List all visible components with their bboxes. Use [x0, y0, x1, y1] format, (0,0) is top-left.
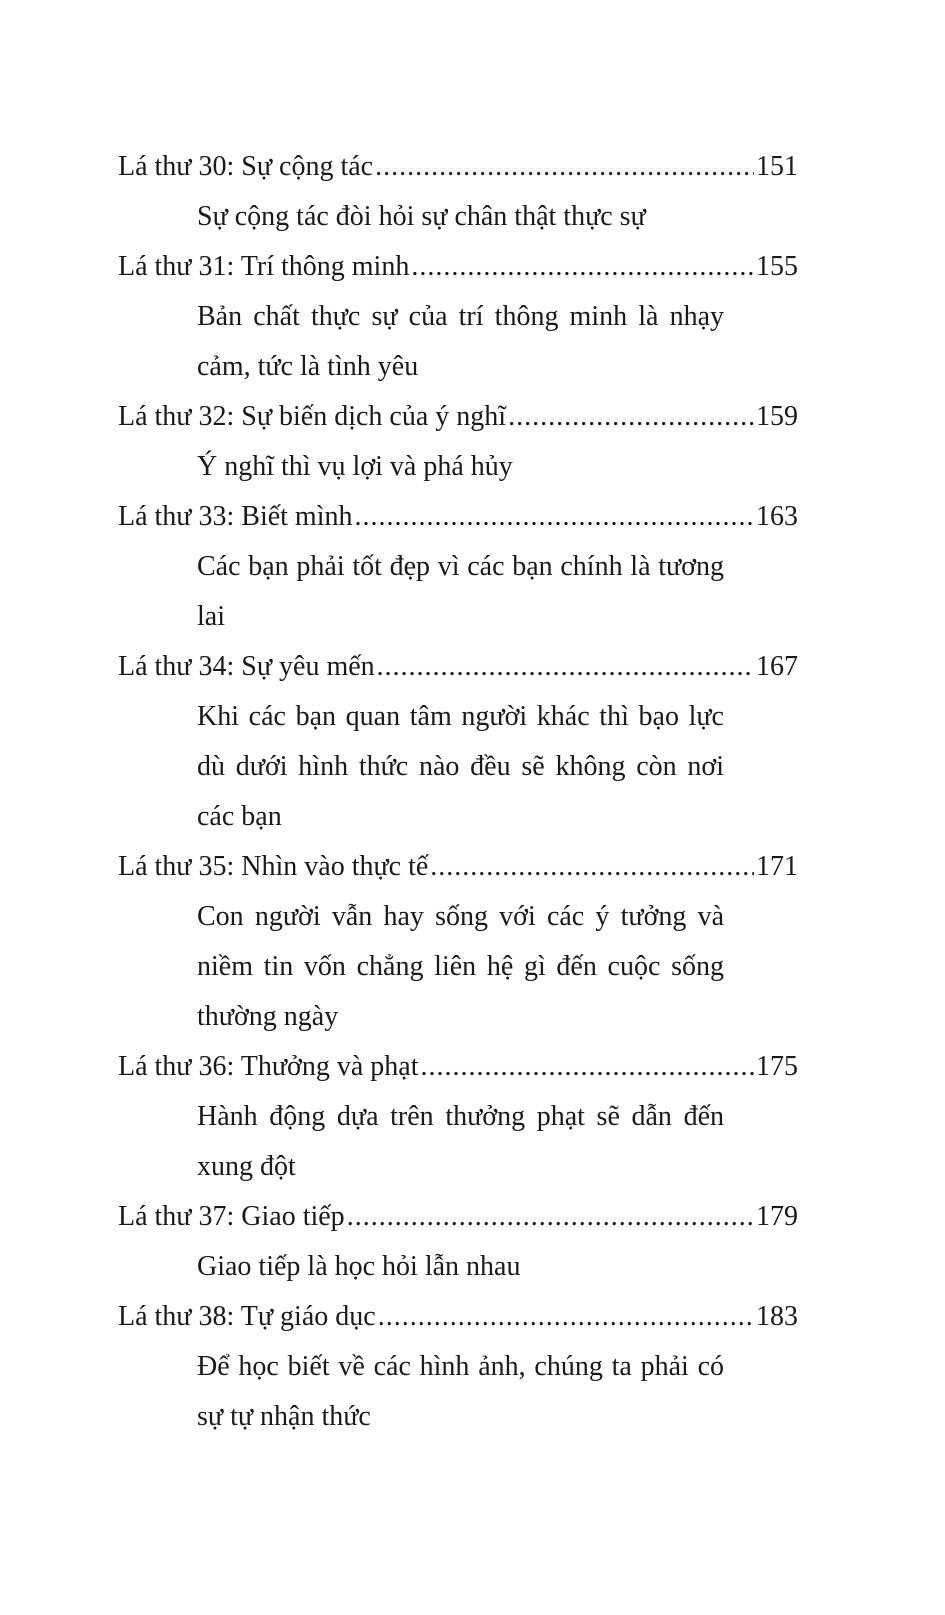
- toc-entry-page: 155: [756, 251, 798, 282]
- dot-leader: [355, 492, 755, 542]
- toc-entry-title: Lá thư 35: Nhìn vào thực tế: [118, 851, 429, 882]
- toc-entry-line: [118, 242, 798, 292]
- toc-entry: [118, 1292, 798, 1442]
- toc-entry-title: Lá thư 38: Tự giáo dục: [118, 1301, 376, 1332]
- dot-leader: [430, 842, 754, 892]
- toc-entry-title: Lá thư 37: Giao tiếp: [118, 1201, 345, 1232]
- toc-entry-line: [118, 642, 798, 692]
- toc-entry-page: 175: [756, 1051, 798, 1082]
- toc-entry-line: [118, 492, 798, 542]
- toc-entry: [118, 392, 798, 492]
- toc-entry-subtitle: Ý nghĩ thì vụ lợi và phá hủy: [197, 451, 513, 482]
- dot-leader: [411, 242, 754, 292]
- toc-entry-page: 163: [756, 501, 798, 532]
- toc-entry-subtitle: Giao tiếp là học hỏi lẫn nhau: [197, 1251, 521, 1282]
- toc-entry-title: Lá thư 34: Sự yêu mến: [118, 651, 375, 682]
- dot-leader: [375, 142, 754, 192]
- toc-entry-title: Lá thư 30: Sự cộng tác: [118, 151, 374, 182]
- toc-entry: [118, 1042, 798, 1192]
- toc-entry: [118, 842, 798, 1042]
- toc-entry-page: 183: [756, 1301, 798, 1332]
- toc-entry-page: 171: [756, 851, 798, 882]
- toc-entry-page: 151: [756, 151, 798, 182]
- dot-leader: [347, 1192, 754, 1242]
- table-of-contents: [118, 142, 798, 1442]
- toc-entry-subtitle: Khi các bạn quan tâm người khác thì bạo lực dù dưới hình thức nào đều sẽ không còn nơi các bạn: [197, 701, 724, 832]
- toc-entry: [118, 142, 798, 242]
- toc-entry-page: 167: [756, 651, 798, 682]
- toc-entry-page: 179: [756, 1201, 798, 1232]
- toc-entry-title: Lá thư 32: Sự biến dịch của ý nghĩ: [118, 401, 507, 432]
- toc-entry-subtitle: Con người vẫn hay sống với các ý tưởng và niềm tin vốn chẳng liên hệ gì đến cuộc sống thường ngày: [197, 901, 724, 1032]
- toc-entry-line: [118, 1192, 798, 1242]
- toc-entry-title: Lá thư 36: Thưởng và phạt: [118, 1051, 419, 1082]
- toc-entry: [118, 1192, 798, 1292]
- dot-leader: [377, 642, 754, 692]
- toc-entry-page: 159: [756, 401, 798, 432]
- toc-entry-subtitle: Sự cộng tác đòi hỏi sự chân thật thực sự: [197, 201, 646, 232]
- toc-entry-subtitle: Bản chất thực sự của trí thông minh là nhạy cảm, tức là tình yêu: [197, 301, 724, 382]
- dot-leader: [420, 1042, 754, 1092]
- toc-entry: [118, 242, 798, 392]
- toc-entry-subtitle: Các bạn phải tốt đẹp vì các bạn chính là tương lai: [197, 551, 724, 632]
- toc-entry-line: [118, 392, 798, 442]
- toc-entry: [118, 492, 798, 642]
- toc-entry: [118, 642, 798, 842]
- toc-entry-line: [118, 142, 798, 192]
- toc-entry-line: [118, 1292, 798, 1342]
- dot-leader: [378, 1292, 754, 1342]
- toc-entry-line: [118, 842, 798, 892]
- toc-entry-title: Lá thư 31: Trí thông minh: [118, 251, 410, 282]
- toc-entry-subtitle: Để học biết về các hình ảnh, chúng ta phải có sự tự nhận thức: [197, 1351, 724, 1432]
- toc-entry-line: [118, 1042, 798, 1092]
- toc-entry-title: Lá thư 33: Biết mình: [118, 501, 353, 532]
- toc-entry-subtitle: Hành động dựa trên thưởng phạt sẽ dẫn đến xung đột: [197, 1101, 724, 1182]
- dot-leader: [508, 392, 754, 442]
